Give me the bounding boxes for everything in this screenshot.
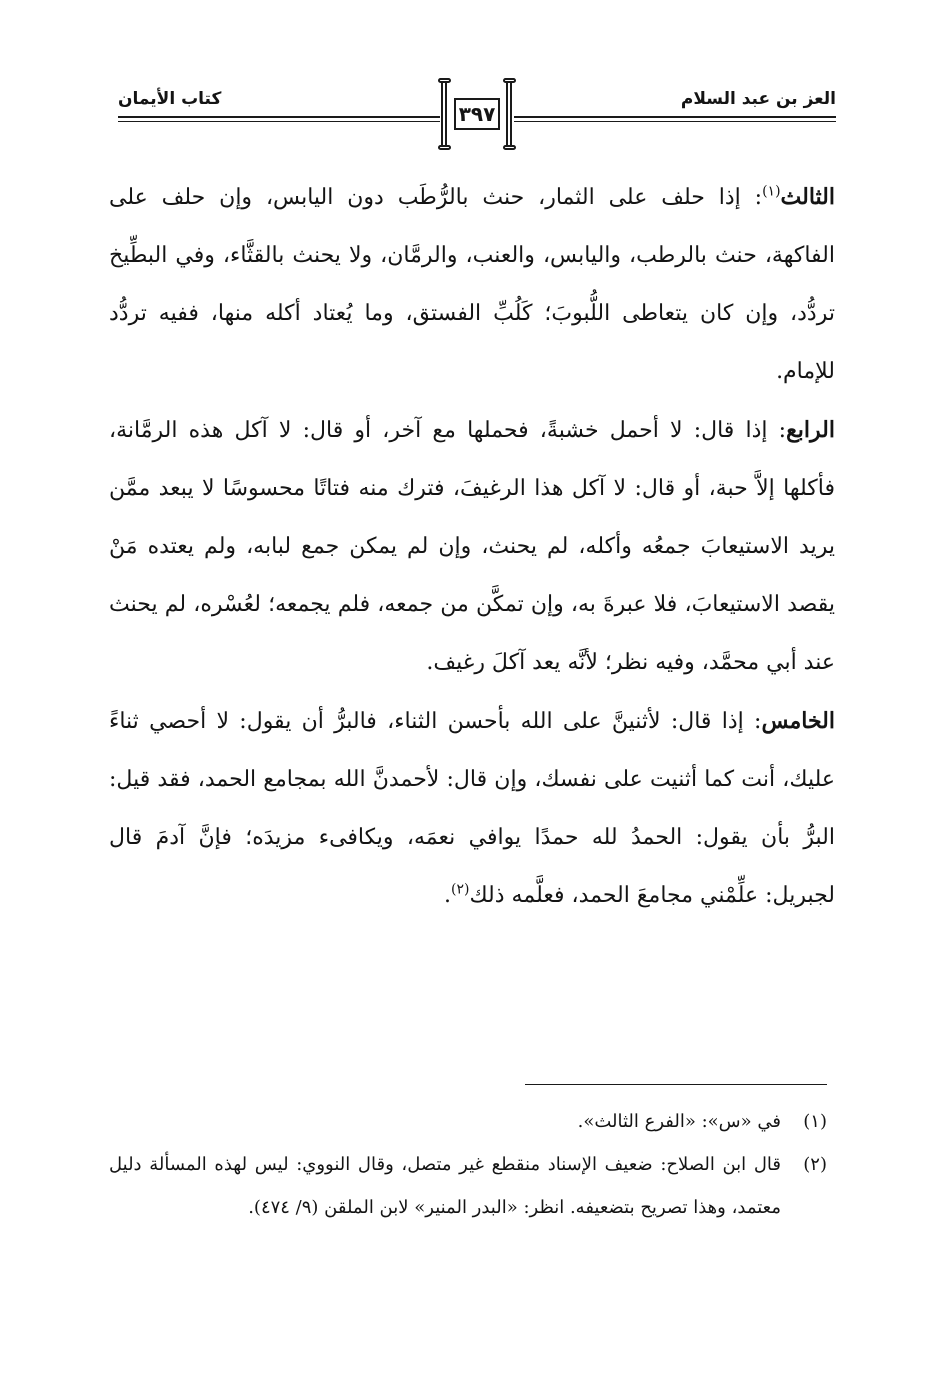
page-header <box>118 78 836 158</box>
footnotes <box>109 1100 827 1229</box>
paragraph-heading: الخامس <box>761 708 835 734</box>
page-number: ٣٩٧ <box>454 98 500 130</box>
paragraph-fifth <box>109 692 835 925</box>
footnote-number: (٢) <box>803 1154 827 1175</box>
footnote-number: (١) <box>803 1111 827 1132</box>
footnote-item <box>109 1100 827 1143</box>
paragraph-body: : إذا قال: لا أحمل خشبةً، فحملها مع آخر، أو قال: لا آكل هذه الرمَّانة، فأكلها إلاَّ حبة، أو قال: لا آكل هذا الرغيفَ، فترك منه فتاتًا محسوسًا لا يبعد ممَّن يريد الاستيعابَ جمعُه وأكله، لم يحنث، وإن لم يمكن جمع لبابه، ولم يعتده مَنْ يقصد الاستيعابَ، فلا عبرةَ به، وإن تمكَّن من جمعه، فلم يجمعه؛ لعُسْره، لم يحنث عند أبي محمَّد، وفيه نظر؛ لأنَّه يعد آكلَ رغيف. <box>109 418 835 675</box>
paragraph-third <box>109 168 835 401</box>
footnote-reference[interactable]: (٢) <box>451 881 470 898</box>
paragraph-heading: الرابع <box>786 417 835 443</box>
paragraph-fourth <box>109 401 835 692</box>
footnote-separator <box>525 1084 827 1085</box>
footnote-reference[interactable]: (١) <box>762 183 781 200</box>
main-text <box>109 168 835 925</box>
footnote-text: قال ابن الصلاح: ضعيف الإسناد منقطع غير متصل، وقال النووي: ليس لهذه المسألة دليل معتمد، وهذا تصريح بتضعيفه. انظر: «البدر المنير» لابن الملقن (٩/ ٤٧٤). <box>109 1154 781 1218</box>
footnote-item <box>109 1143 827 1229</box>
ornament-bar-right <box>505 78 514 150</box>
paragraph-end: . <box>444 883 452 908</box>
paragraph-body: : إذا قال: لأثنينَّ على الله بأحسن الثناء، فالبرُّ أن يقول: لا أحصي ثناءً عليك، أنت كما أثنيت على نفسك، وإن قال: لأحمدنَّ الله بمجامع الحمد، فقد قيل: البرُّ بأن يقول: الحمدُ لله حمدًا يوافي نعمَه، ويكافىء مزيدَه؛ فإنَّ آدمَ قال لجبريل: علِّمْني مجامعَ الحمد، فعلَّمه ذلك <box>109 709 835 908</box>
paragraph-body: : إذا حلف على الثمار، حنث بالرُّطَب دون اليابس، وإن حلف على الفاكهة، حنث بالرطب، واليابس، والعنب، والرمَّان، ولا يحنث بالقثَّاء، وفي البطِّيخ تردُّد، وإن كان يتعاطى اللُّبوبَ؛ كَلُبِّ الفستق، وما يُعتاد أكله منها، ففيه تردُّد للإمام. <box>109 185 835 384</box>
running-header-author: العز بن عبد السلام <box>675 88 836 110</box>
footnote-text: في «س»: «الفرع الثالث». <box>577 1111 781 1132</box>
page-number-frame <box>440 78 514 150</box>
paragraph-heading: الثالث <box>780 184 835 210</box>
ornament-bar-left <box>440 78 449 150</box>
running-header-chapter: كتاب الأيمان <box>118 88 227 110</box>
